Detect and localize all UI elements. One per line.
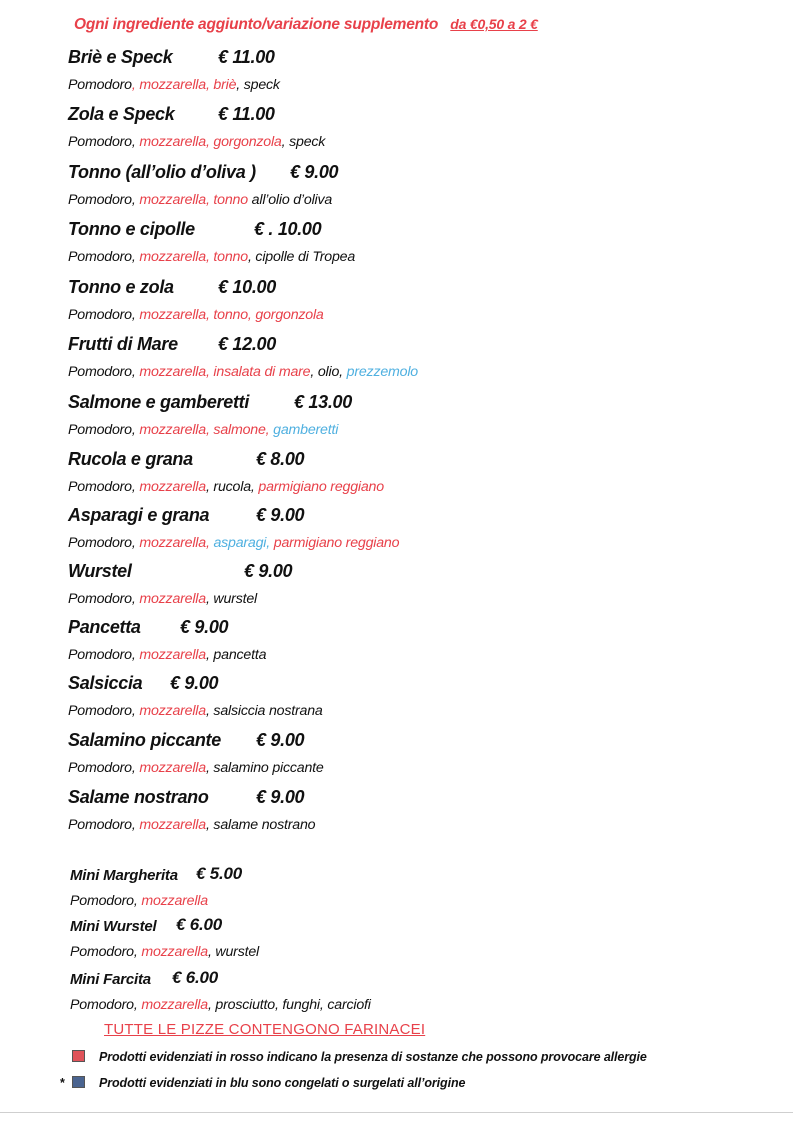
ingredient-text: Pomodoro, [70,893,142,909]
legend-red-text: Prodotti evidenziati in rosso indicano la presenza di sostanze che possono provocare allergie [99,1050,647,1064]
ingredient-text: mozzarella [141,997,208,1013]
item-ingredients [68,646,748,664]
ingredient-text: , speck [281,134,326,150]
ingredient-text: , salamino piccante [205,760,324,776]
ingredient-text: Pomodoro, [68,760,140,776]
ingredient-text: parmigiano reggiano [273,535,400,551]
ingredient-text: , wurstel [207,944,259,960]
item-ingredients [68,363,748,381]
menu-item [68,729,748,777]
item-price: € 5.00 [196,864,243,883]
ingredient-text: mozzarella, tonno [139,192,252,208]
asterisk-mark: * [60,1076,65,1090]
item-price: € . 10.00 [254,219,322,239]
item-title-row [68,218,748,240]
supplement-range: da €0,50 a 2 € [450,16,538,32]
menu-header [74,16,774,34]
item-title-row [68,46,748,68]
item-title-row [70,970,750,990]
ingredient-text: Pomodoro, [68,479,140,495]
ingredient-text: mozzarella [139,479,206,495]
item-name: Wurstel [68,561,132,581]
ingredient-text: parmigiano reggiano [258,479,384,495]
item-ingredients [68,590,748,608]
item-title-row [68,276,748,298]
ingredient-text: , prosciutto, funghi, carciofi [207,997,371,1013]
item-name: Briè e Speck [68,47,173,67]
item-price: € 13.00 [294,392,352,412]
item-ingredients [68,534,748,552]
item-ingredients [70,892,750,910]
ingredient-text: Pomodoro, [68,134,140,150]
menu-item [68,103,748,151]
supplement-note: Ogni ingrediente aggiunto/variazione supplemento [74,16,439,33]
item-price: € 9.00 [290,162,339,182]
menu-item [68,786,748,834]
ingredient-text: mozzarella, gorgonzola [139,134,282,150]
item-price: € 11.00 [218,104,275,124]
ingredient-text: , pancetta [205,647,267,663]
item-title-row [70,866,750,886]
item-ingredients [68,816,748,834]
item-price: € 11.00 [218,47,275,67]
ingredient-text: mozzarella, [139,535,214,551]
scan-edge-line [0,1112,793,1113]
ingredient-text: Pomodoro, [68,591,140,607]
menu-item [68,161,748,209]
menu-item [68,333,748,381]
ingredient-text: , salame nostrano [205,817,316,833]
ingredient-text: all’olio d’oliva [251,192,333,208]
item-title-row [68,786,748,808]
menu-item [68,560,748,608]
ingredient-text: mozzarella, salmone, [139,422,274,438]
item-title-row [68,672,748,694]
item-price: € 9.00 [170,673,219,693]
item-title-row [68,333,748,355]
item-title-row [68,504,748,526]
item-name: Rucola e grana [68,449,193,469]
ingredient-text: mozzarella [139,647,206,663]
ingredient-text: Pomodoro, [68,647,140,663]
ingredient-text: Pomodoro [68,77,132,93]
item-name: Tonno e zola [68,277,174,297]
ingredient-text: , cipolle di Tropea [247,249,356,265]
ingredient-text: mozzarella [139,703,206,719]
menu-item [68,504,748,552]
ingredient-text: Pomodoro, [68,249,140,265]
menu-item [68,616,748,664]
mini-menu-item [70,970,750,1014]
item-title-row [70,917,750,937]
ingredient-text: mozzarella, insalata di mare [139,364,311,380]
ingredient-text: mozzarella [141,944,208,960]
ingredient-text: , salsiccia nostrana [205,703,323,719]
item-ingredients [70,943,750,961]
item-name: Salame nostrano [68,787,209,807]
farinacei-note: TUTTE LE PIZZE CONTENGONO FARINACEI [104,1021,426,1038]
ingredient-text: gamberetti [273,422,339,438]
ingredient-text: Pomodoro, [68,192,140,208]
ingredient-text: prezzemolo [346,364,418,380]
ingredient-text: mozzarella [139,817,206,833]
menu-item [68,46,748,94]
item-name: Tonno (all’olio d’oliva ) [68,162,256,182]
ingredient-text: , mozzarella, briè [131,77,237,93]
item-name: Pancetta [68,617,141,637]
ingredient-text: asparagi, [213,535,274,551]
item-title-row [68,103,748,125]
ingredient-text: Pomodoro, [70,997,142,1013]
item-ingredients [68,478,748,496]
ingredient-text: , olio, [310,364,347,380]
item-name: Zola e Speck [68,104,175,124]
menu-item [68,672,748,720]
item-ingredients [68,306,748,324]
legend-red [72,1050,647,1064]
ingredient-text: Pomodoro, [70,944,142,960]
item-name: Mini Wurstel [70,918,157,935]
item-price: € 6.00 [176,915,223,934]
item-title-row [68,448,748,470]
menu-item [68,391,748,439]
item-price: € 9.00 [180,617,229,637]
ingredient-text: , speck [236,77,280,93]
item-name: Salmone e gamberetti [68,392,250,412]
ingredient-text: , wurstel [205,591,257,607]
mini-menu-item [70,866,750,910]
ingredient-text: Pomodoro, [68,422,140,438]
item-ingredients [68,702,748,720]
item-price: € 10.00 [218,277,276,297]
item-price: € 12.00 [218,334,276,354]
item-ingredients [68,248,748,266]
item-title-row [68,616,748,638]
ingredient-text: , rucola, [205,479,259,495]
mini-menu-item [70,917,750,961]
item-title-row [68,161,748,183]
item-name: Frutti di Mare [68,334,178,354]
ingredient-text: Pomodoro, [68,307,140,323]
ingredient-text: mozzarella, tonno, gorgonzola [139,307,324,323]
item-name: Mini Farcita [70,971,151,988]
ingredient-text: mozzarella [141,893,208,909]
item-name: Asparagi e grana [68,505,210,525]
item-ingredients [68,191,748,209]
item-price: € 9.00 [256,787,305,807]
item-ingredients [68,759,748,777]
item-title-row [68,391,748,413]
blue-square-icon [72,1076,85,1088]
legend-blue [60,1076,466,1090]
item-price: € 8.00 [256,449,305,469]
ingredient-text: mozzarella, tonno [139,249,248,265]
item-name: Mini Margherita [70,867,178,884]
item-price: € 9.00 [256,505,305,525]
item-title-row [68,560,748,582]
item-price: € 6.00 [172,968,219,987]
menu-item [68,448,748,496]
ingredient-text: Pomodoro, [68,535,140,551]
ingredient-text: Pomodoro, [68,817,140,833]
item-ingredients [68,76,748,94]
ingredient-text: mozzarella [139,591,206,607]
menu-item [68,218,748,266]
item-name: Salamino piccante [68,730,221,750]
item-name: Salsiccia [68,673,143,693]
ingredient-text: mozzarella [139,760,206,776]
item-ingredients [68,421,748,439]
item-price: € 9.00 [256,730,305,750]
red-square-icon [72,1050,85,1062]
item-ingredients [68,133,748,151]
menu-item [68,276,748,324]
ingredient-text: Pomodoro, [68,703,140,719]
item-title-row [68,729,748,751]
item-price: € 9.00 [244,561,293,581]
legend-blue-text: Prodotti evidenziati in blu sono congelati o surgelati all’origine [99,1076,466,1090]
item-ingredients [70,996,750,1014]
item-name: Tonno e cipolle [68,219,195,239]
ingredient-text: Pomodoro, [68,364,140,380]
